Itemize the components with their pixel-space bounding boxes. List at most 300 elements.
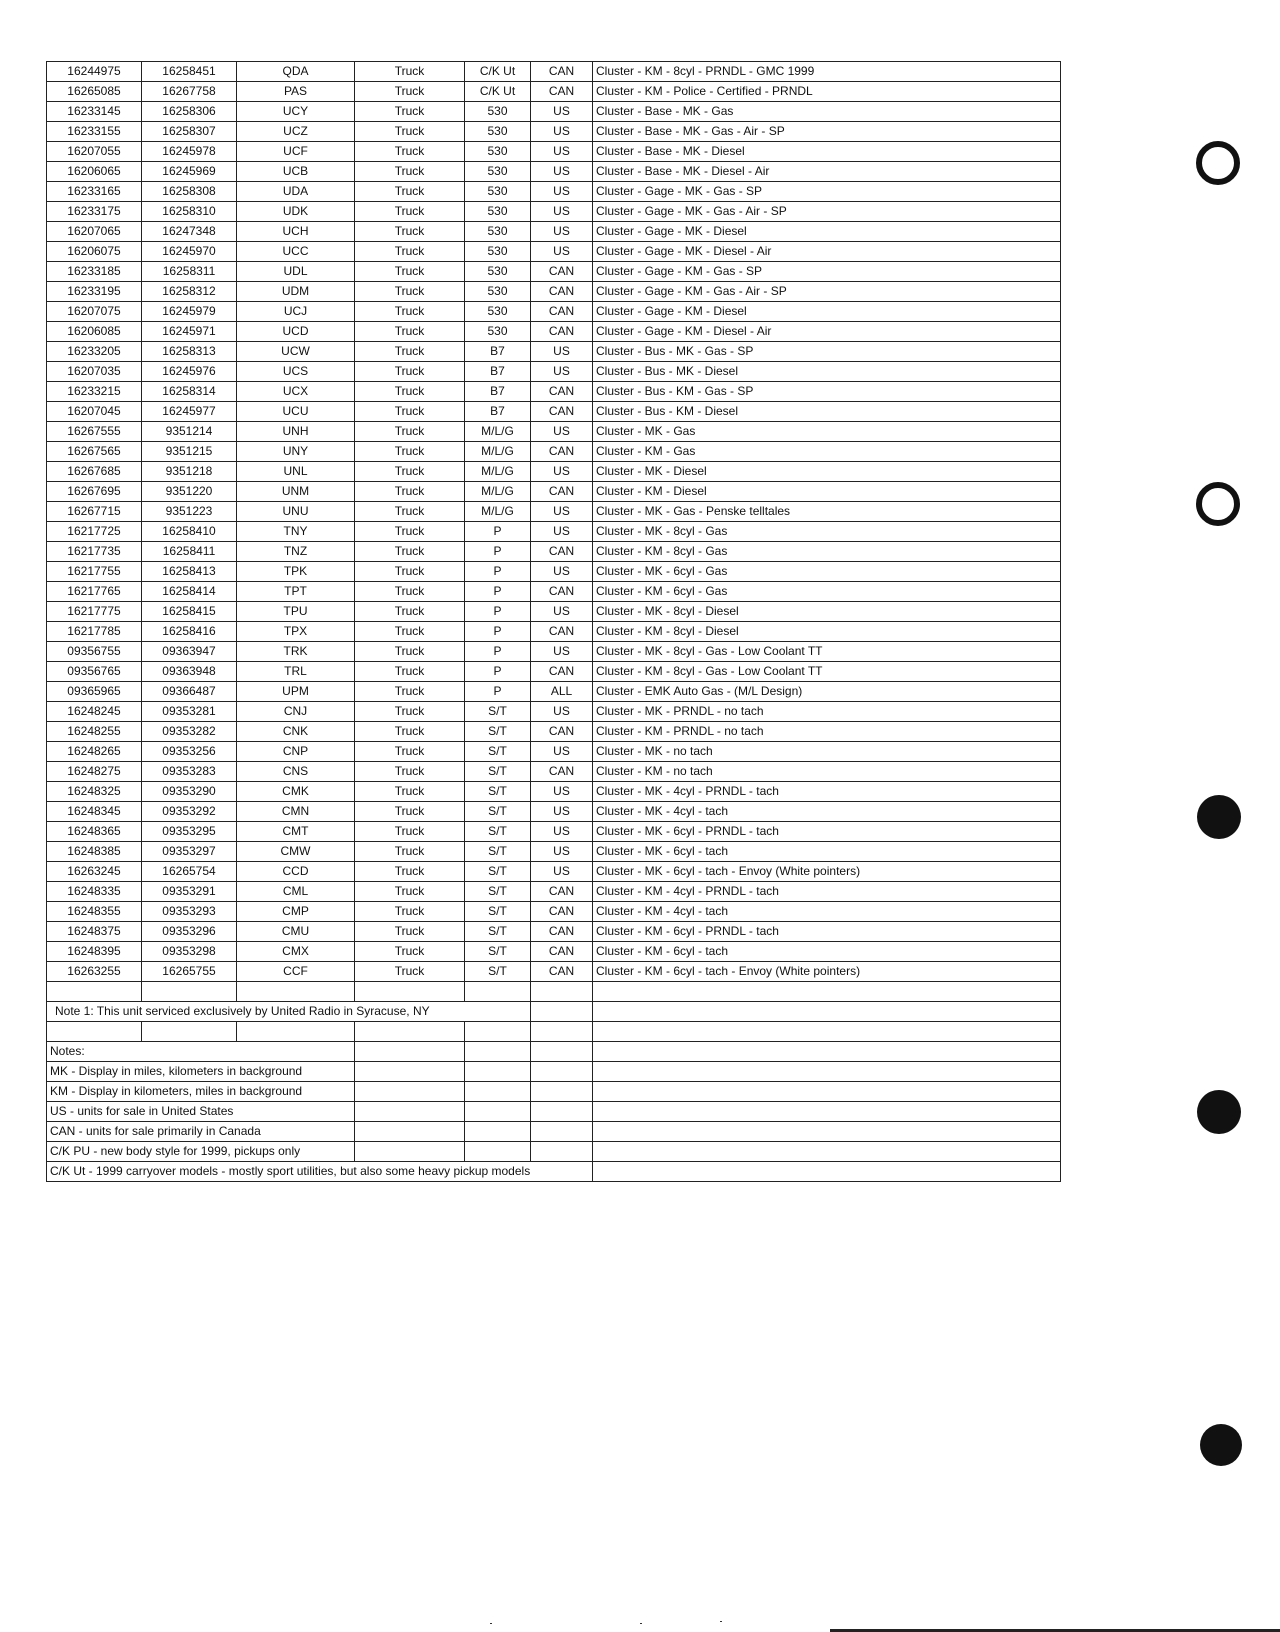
part-number-cell: 09365965 — [47, 682, 142, 702]
description-cell: Cluster - KM - Police - Certified - PRNDL — [593, 82, 1061, 102]
rpo-code-cell: CMW — [237, 842, 355, 862]
description-cell: Cluster - Bus - KM - Gas - SP — [593, 382, 1061, 402]
note-mk: MK - Display in miles, kilometers in background — [47, 1062, 355, 1082]
market-cell: US — [531, 562, 593, 582]
vehicle-type-cell: Truck — [355, 442, 465, 462]
rpo-code-cell: CNS — [237, 762, 355, 782]
vehicle-type-cell: Truck — [355, 742, 465, 762]
table-row — [47, 462, 1061, 482]
description-cell: Cluster - Gage - KM - Gas - Air - SP — [593, 282, 1061, 302]
vehicle-type-cell: Truck — [355, 182, 465, 202]
market-cell: US — [531, 862, 593, 882]
market-cell: US — [531, 462, 593, 482]
service-number-cell: 16258451 — [142, 62, 237, 82]
description-cell: Cluster - MK - 6cyl - tach - Envoy (White pointers) — [593, 862, 1061, 882]
table-row — [47, 242, 1061, 262]
description-cell: Cluster - KM - 4cyl - tach — [593, 902, 1061, 922]
table-row — [47, 802, 1061, 822]
platform-cell: P — [465, 522, 531, 542]
platform-cell: S/T — [465, 842, 531, 862]
rpo-code-cell: CMX — [237, 942, 355, 962]
description-cell: Cluster - MK - 6cyl - PRNDL - tach — [593, 822, 1061, 842]
table-row — [47, 662, 1061, 682]
platform-cell: P — [465, 602, 531, 622]
description-cell: Cluster - KM - 8cyl - Gas — [593, 542, 1061, 562]
description-cell: Cluster - KM - 8cyl - Diesel — [593, 622, 1061, 642]
market-cell: US — [531, 842, 593, 862]
part-number-cell: 16248265 — [47, 742, 142, 762]
description-cell: Cluster - EMK Auto Gas - (M/L Design) — [593, 682, 1061, 702]
service-number-cell: 16267758 — [142, 82, 237, 102]
description-cell: Cluster - KM - Gas — [593, 442, 1061, 462]
rpo-code-cell: UNH — [237, 422, 355, 442]
service-number-cell: 16258307 — [142, 122, 237, 142]
table-row — [47, 922, 1061, 942]
scan-speck — [640, 1623, 642, 1624]
market-cell: CAN — [531, 282, 593, 302]
part-number-cell: 16217775 — [47, 602, 142, 622]
vehicle-type-cell: Truck — [355, 282, 465, 302]
service-number-cell: 16265755 — [142, 962, 237, 982]
market-cell: US — [531, 642, 593, 662]
service-number-cell: 09353293 — [142, 902, 237, 922]
table-row — [47, 282, 1061, 302]
vehicle-type-cell: Truck — [355, 902, 465, 922]
part-number-cell: 16248345 — [47, 802, 142, 822]
part-number-cell: 16233145 — [47, 102, 142, 122]
part-number-cell: 16265085 — [47, 82, 142, 102]
note-km: KM - Display in kilometers, miles in background — [47, 1082, 355, 1102]
part-number-cell: 16206075 — [47, 242, 142, 262]
rpo-code-cell: UCW — [237, 342, 355, 362]
market-cell: US — [531, 362, 593, 382]
rpo-code-cell: UCY — [237, 102, 355, 122]
part-number-cell: 16207065 — [47, 222, 142, 242]
table-row — [47, 942, 1061, 962]
rpo-code-cell: TNY — [237, 522, 355, 542]
part-number-cell: 16248385 — [47, 842, 142, 862]
rpo-code-cell: CMT — [237, 822, 355, 842]
platform-cell: 530 — [465, 182, 531, 202]
table-row — [47, 322, 1061, 342]
vehicle-type-cell: Truck — [355, 582, 465, 602]
platform-cell: S/T — [465, 962, 531, 982]
service-number-cell: 09353291 — [142, 882, 237, 902]
service-number-cell: 09353296 — [142, 922, 237, 942]
market-cell: CAN — [531, 662, 593, 682]
rpo-code-cell: UCC — [237, 242, 355, 262]
service-number-cell: 16258306 — [142, 102, 237, 122]
vehicle-type-cell: Truck — [355, 382, 465, 402]
market-cell: CAN — [531, 542, 593, 562]
service-number-cell: 9351220 — [142, 482, 237, 502]
part-number-cell: 16217725 — [47, 522, 142, 542]
platform-cell: M/L/G — [465, 502, 531, 522]
service-number-cell: 09353297 — [142, 842, 237, 862]
market-cell: CAN — [531, 402, 593, 422]
vehicle-type-cell: Truck — [355, 522, 465, 542]
rpo-code-cell: UNL — [237, 462, 355, 482]
service-number-cell: 09353283 — [142, 762, 237, 782]
service-number-cell: 09353292 — [142, 802, 237, 822]
table-row — [47, 302, 1061, 322]
description-cell: Cluster - Gage - KM - Diesel - Air — [593, 322, 1061, 342]
description-cell: Cluster - KM - PRNDL - no tach — [593, 722, 1061, 742]
table-row — [47, 362, 1061, 382]
scan-speck — [490, 1623, 492, 1624]
note-1: Note 1: This unit serviced exclusively by United Radio in Syracuse, NY — [47, 1002, 531, 1022]
platform-cell: C/K Ut — [465, 62, 531, 82]
description-cell: Cluster - KM - 8cyl - PRNDL - GMC 1999 — [593, 62, 1061, 82]
part-number-cell: 16207045 — [47, 402, 142, 422]
part-number-cell: 16263245 — [47, 862, 142, 882]
table-row — [47, 522, 1061, 542]
part-number-cell: 16233215 — [47, 382, 142, 402]
description-cell: Cluster - MK - PRNDL - no tach — [593, 702, 1061, 722]
description-cell: Cluster - Bus - KM - Diesel — [593, 402, 1061, 422]
vehicle-type-cell: Truck — [355, 62, 465, 82]
platform-cell: P — [465, 682, 531, 702]
market-cell: CAN — [531, 942, 593, 962]
vehicle-type-cell: Truck — [355, 802, 465, 822]
part-number-cell: 16248245 — [47, 702, 142, 722]
description-cell: Cluster - KM - 6cyl - tach - Envoy (White pointers) — [593, 962, 1061, 982]
part-number-cell: 16248355 — [47, 902, 142, 922]
part-number-cell: 16267695 — [47, 482, 142, 502]
market-cell: CAN — [531, 762, 593, 782]
note-ck-pu: C/K PU - new body style for 1999, pickups only — [47, 1142, 355, 1162]
platform-cell: M/L/G — [465, 482, 531, 502]
market-cell: US — [531, 742, 593, 762]
description-cell: Cluster - KM - 8cyl - Gas - Low Coolant TT — [593, 662, 1061, 682]
rpo-code-cell: CNJ — [237, 702, 355, 722]
vehicle-type-cell: Truck — [355, 262, 465, 282]
service-number-cell: 16265754 — [142, 862, 237, 882]
service-number-cell: 09366487 — [142, 682, 237, 702]
vehicle-type-cell: Truck — [355, 302, 465, 322]
part-number-cell: 16207035 — [47, 362, 142, 382]
service-number-cell: 9351214 — [142, 422, 237, 442]
table-row — [47, 822, 1061, 842]
rpo-code-cell: UCX — [237, 382, 355, 402]
note-can: CAN - units for sale primarily in Canada — [47, 1122, 355, 1142]
vehicle-type-cell: Truck — [355, 822, 465, 842]
description-cell: Cluster - Gage - MK - Gas - Air - SP — [593, 202, 1061, 222]
description-cell: Cluster - Bus - MK - Diesel — [593, 362, 1061, 382]
table-row — [47, 542, 1061, 562]
service-number-cell: 16245979 — [142, 302, 237, 322]
rpo-code-cell: CCD — [237, 862, 355, 882]
part-number-cell: 16248275 — [47, 762, 142, 782]
description-cell: Cluster - MK - 8cyl - Gas — [593, 522, 1061, 542]
rpo-code-cell: PAS — [237, 82, 355, 102]
description-cell: Cluster - MK - 8cyl - Diesel — [593, 602, 1061, 622]
service-number-cell: 09363948 — [142, 662, 237, 682]
description-cell: Cluster - MK - 4cyl - PRNDL - tach — [593, 782, 1061, 802]
vehicle-type-cell: Truck — [355, 962, 465, 982]
vehicle-type-cell: Truck — [355, 122, 465, 142]
market-cell: US — [531, 802, 593, 822]
market-cell: CAN — [531, 62, 593, 82]
platform-cell: S/T — [465, 862, 531, 882]
service-number-cell: 09353256 — [142, 742, 237, 762]
notes-header: Notes: — [47, 1042, 355, 1062]
description-cell: Cluster - Base - MK - Diesel — [593, 142, 1061, 162]
market-cell: US — [531, 782, 593, 802]
note-ck-ut: C/K Ut - 1999 carryover models - mostly sport utilities, but also some heavy pickup models — [47, 1162, 593, 1182]
table-row — [47, 62, 1061, 82]
service-number-cell: 16258410 — [142, 522, 237, 542]
description-cell: Cluster - Base - MK - Gas — [593, 102, 1061, 122]
table-row — [47, 742, 1061, 762]
rpo-code-cell: UCB — [237, 162, 355, 182]
vehicle-type-cell: Truck — [355, 322, 465, 342]
part-number-cell: 16217735 — [47, 542, 142, 562]
platform-cell: M/L/G — [465, 462, 531, 482]
part-number-cell: 16233155 — [47, 122, 142, 142]
rpo-code-cell: UCD — [237, 322, 355, 342]
table-row — [47, 262, 1061, 282]
part-number-cell: 16263255 — [47, 962, 142, 982]
market-cell: US — [531, 502, 593, 522]
platform-cell: P — [465, 662, 531, 682]
part-number-cell: 16267565 — [47, 442, 142, 462]
platform-cell: S/T — [465, 742, 531, 762]
description-cell: Cluster - Base - MK - Gas - Air - SP — [593, 122, 1061, 142]
vehicle-type-cell: Truck — [355, 162, 465, 182]
market-cell: US — [531, 422, 593, 442]
rpo-code-cell: TPT — [237, 582, 355, 602]
platform-cell: S/T — [465, 722, 531, 742]
vehicle-type-cell: Truck — [355, 922, 465, 942]
rpo-code-cell: TRK — [237, 642, 355, 662]
rpo-code-cell: TNZ — [237, 542, 355, 562]
service-number-cell: 16258415 — [142, 602, 237, 622]
table-row — [47, 642, 1061, 662]
table-row — [47, 762, 1061, 782]
rpo-code-cell: UNM — [237, 482, 355, 502]
vehicle-type-cell: Truck — [355, 402, 465, 422]
part-number-cell: 16206085 — [47, 322, 142, 342]
platform-cell: S/T — [465, 822, 531, 842]
platform-cell: P — [465, 642, 531, 662]
part-number-cell: 16233185 — [47, 262, 142, 282]
rpo-code-cell: CMK — [237, 782, 355, 802]
notes-section — [47, 982, 1061, 1182]
rpo-code-cell: UNY — [237, 442, 355, 462]
platform-cell: B7 — [465, 362, 531, 382]
part-number-cell: 16267555 — [47, 422, 142, 442]
description-cell: Cluster - MK - Diesel — [593, 462, 1061, 482]
description-cell: Cluster - Gage - MK - Diesel — [593, 222, 1061, 242]
market-cell: CAN — [531, 902, 593, 922]
rpo-code-cell: TPU — [237, 602, 355, 622]
vehicle-type-cell: Truck — [355, 862, 465, 882]
rpo-code-cell: UCU — [237, 402, 355, 422]
market-cell: US — [531, 602, 593, 622]
vehicle-type-cell: Truck — [355, 362, 465, 382]
table-row — [47, 862, 1061, 882]
vehicle-type-cell: Truck — [355, 202, 465, 222]
market-cell: ALL — [531, 682, 593, 702]
market-cell: US — [531, 822, 593, 842]
description-cell: Cluster - Gage - KM - Gas - SP — [593, 262, 1061, 282]
part-number-cell: 16233165 — [47, 182, 142, 202]
market-cell: US — [531, 342, 593, 362]
platform-cell: 530 — [465, 302, 531, 322]
service-number-cell: 16247348 — [142, 222, 237, 242]
platform-cell: 530 — [465, 142, 531, 162]
vehicle-type-cell: Truck — [355, 542, 465, 562]
service-number-cell: 16245969 — [142, 162, 237, 182]
punch-hole-icon — [1197, 1090, 1241, 1134]
punch-hole-icon — [1197, 795, 1241, 839]
rpo-code-cell: UCF — [237, 142, 355, 162]
part-number-cell: 16207075 — [47, 302, 142, 322]
cluster-parts-table — [46, 61, 1061, 1182]
description-cell: Cluster - KM - 6cyl - Gas — [593, 582, 1061, 602]
platform-cell: 530 — [465, 282, 531, 302]
platform-cell: S/T — [465, 922, 531, 942]
rpo-code-cell: UDK — [237, 202, 355, 222]
market-cell: CAN — [531, 322, 593, 342]
description-cell: Cluster - MK - 6cyl - tach — [593, 842, 1061, 862]
scan-speck — [720, 1621, 722, 1622]
part-number-cell: 16267685 — [47, 462, 142, 482]
service-number-cell: 09363947 — [142, 642, 237, 662]
platform-cell: 530 — [465, 122, 531, 142]
vehicle-type-cell: Truck — [355, 562, 465, 582]
service-number-cell: 9351223 — [142, 502, 237, 522]
table-row — [47, 342, 1061, 362]
table-body — [47, 62, 1061, 982]
platform-cell: 530 — [465, 242, 531, 262]
vehicle-type-cell: Truck — [355, 602, 465, 622]
platform-cell: P — [465, 582, 531, 602]
vehicle-type-cell: Truck — [355, 622, 465, 642]
description-cell: Cluster - KM - no tach — [593, 762, 1061, 782]
service-number-cell: 16245977 — [142, 402, 237, 422]
market-cell: US — [531, 522, 593, 542]
table-row — [47, 782, 1061, 802]
table-row — [47, 702, 1061, 722]
service-number-cell: 09353298 — [142, 942, 237, 962]
description-cell: Cluster - KM - 6cyl - tach — [593, 942, 1061, 962]
description-cell: Cluster - KM - 4cyl - PRNDL - tach — [593, 882, 1061, 902]
table-row — [47, 142, 1061, 162]
table-row — [47, 442, 1061, 462]
punch-hole-icon — [1196, 141, 1240, 185]
service-number-cell: 16245978 — [142, 142, 237, 162]
market-cell: US — [531, 142, 593, 162]
table-row — [47, 562, 1061, 582]
vehicle-type-cell: Truck — [355, 642, 465, 662]
description-cell: Cluster - Gage - MK - Gas - SP — [593, 182, 1061, 202]
platform-cell: B7 — [465, 402, 531, 422]
market-cell: US — [531, 702, 593, 722]
table-row — [47, 902, 1061, 922]
description-cell: Cluster - MK - Gas - Penske telltales — [593, 502, 1061, 522]
market-cell: CAN — [531, 382, 593, 402]
part-number-cell: 16217755 — [47, 562, 142, 582]
punch-hole-icon — [1196, 482, 1240, 526]
rpo-code-cell: TPK — [237, 562, 355, 582]
market-cell: US — [531, 102, 593, 122]
market-cell: CAN — [531, 262, 593, 282]
platform-cell: S/T — [465, 882, 531, 902]
vehicle-type-cell: Truck — [355, 82, 465, 102]
description-cell: Cluster - Gage - KM - Diesel — [593, 302, 1061, 322]
rpo-code-cell: UCS — [237, 362, 355, 382]
vehicle-type-cell: Truck — [355, 502, 465, 522]
market-cell: CAN — [531, 482, 593, 502]
table-row — [47, 722, 1061, 742]
description-cell: Cluster - Base - MK - Diesel - Air — [593, 162, 1061, 182]
platform-cell: C/K Ut — [465, 82, 531, 102]
market-cell: US — [531, 182, 593, 202]
service-number-cell: 16258414 — [142, 582, 237, 602]
platform-cell: P — [465, 542, 531, 562]
market-cell: CAN — [531, 302, 593, 322]
part-number-cell: 16233195 — [47, 282, 142, 302]
market-cell: CAN — [531, 582, 593, 602]
vehicle-type-cell: Truck — [355, 702, 465, 722]
part-number-cell: 09356755 — [47, 642, 142, 662]
rpo-code-cell: CNK — [237, 722, 355, 742]
table-row — [47, 162, 1061, 182]
description-cell: Cluster - KM - Diesel — [593, 482, 1061, 502]
part-number-cell: 16207055 — [47, 142, 142, 162]
service-number-cell: 16245970 — [142, 242, 237, 262]
description-cell: Cluster - MK - 4cyl - tach — [593, 802, 1061, 822]
table-row — [47, 402, 1061, 422]
service-number-cell: 16258416 — [142, 622, 237, 642]
market-cell: US — [531, 222, 593, 242]
service-number-cell: 09353290 — [142, 782, 237, 802]
table-row — [47, 382, 1061, 402]
table-row — [47, 622, 1061, 642]
platform-cell: B7 — [465, 342, 531, 362]
vehicle-type-cell: Truck — [355, 762, 465, 782]
market-cell: US — [531, 122, 593, 142]
table-row — [47, 582, 1061, 602]
vehicle-type-cell: Truck — [355, 842, 465, 862]
service-number-cell: 16258308 — [142, 182, 237, 202]
rpo-code-cell: CMN — [237, 802, 355, 822]
punch-hole-icon — [1200, 1424, 1242, 1466]
table-row — [47, 122, 1061, 142]
vehicle-type-cell: Truck — [355, 222, 465, 242]
part-number-cell: 16244975 — [47, 62, 142, 82]
rpo-code-cell: CCF — [237, 962, 355, 982]
platform-cell: M/L/G — [465, 422, 531, 442]
rpo-code-cell: UDA — [237, 182, 355, 202]
part-number-cell: 16248375 — [47, 922, 142, 942]
market-cell: CAN — [531, 82, 593, 102]
table-row — [47, 202, 1061, 222]
platform-cell: S/T — [465, 802, 531, 822]
rpo-code-cell: UCH — [237, 222, 355, 242]
market-cell: US — [531, 162, 593, 182]
vehicle-type-cell: Truck — [355, 342, 465, 362]
part-number-cell: 16217765 — [47, 582, 142, 602]
platform-cell: 530 — [465, 202, 531, 222]
table-row — [47, 102, 1061, 122]
platform-cell: S/T — [465, 942, 531, 962]
table-row — [47, 962, 1061, 982]
service-number-cell: 16245971 — [142, 322, 237, 342]
market-cell: CAN — [531, 442, 593, 462]
